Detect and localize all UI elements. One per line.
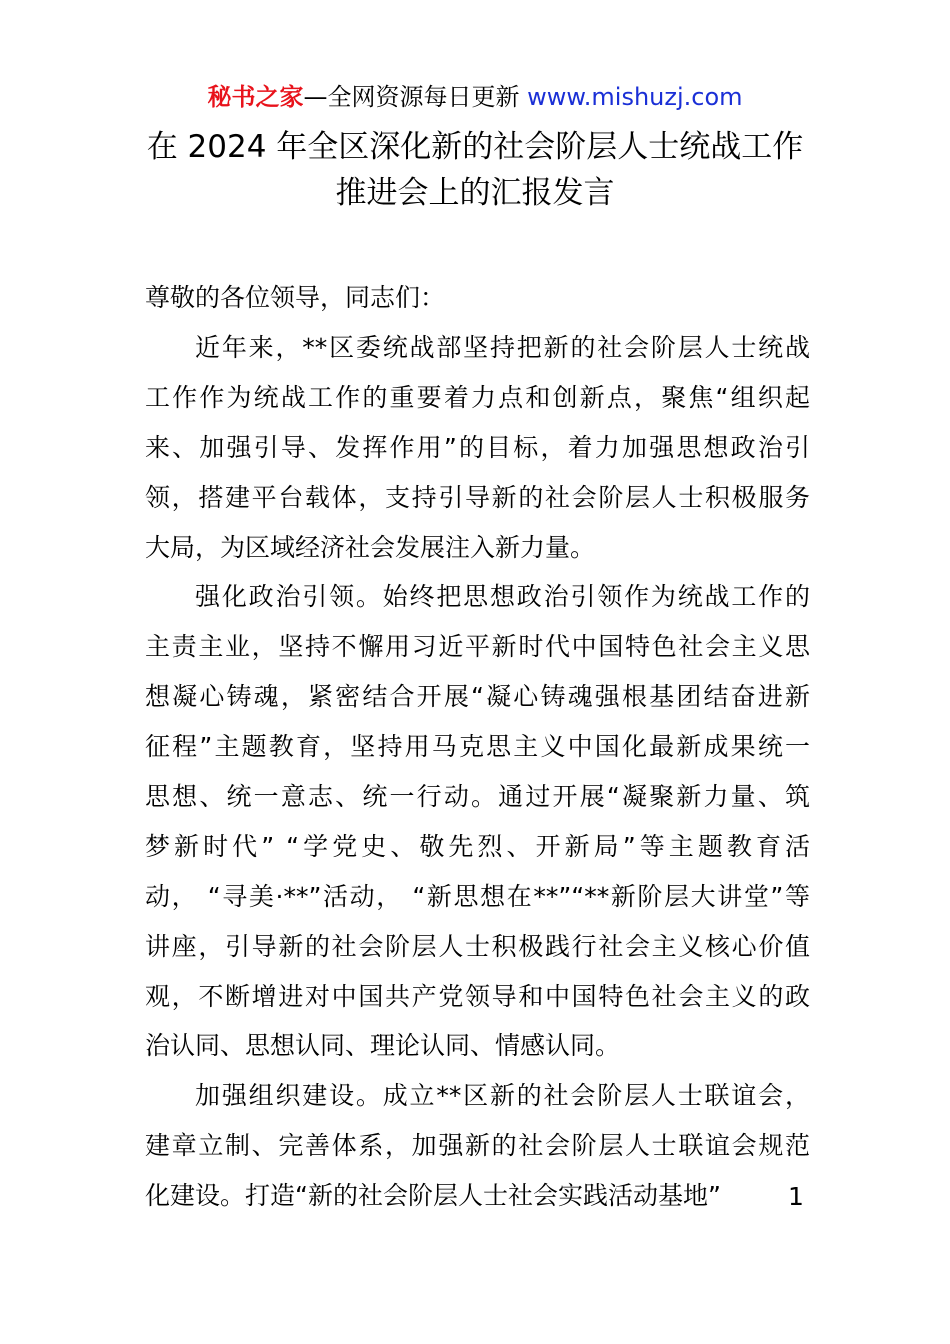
title-line-1: 在 2024 年全区深化新的社会阶层人士统战工作 <box>146 129 804 165</box>
site-tagline: —全网资源每日更新 <box>303 83 528 111</box>
document-title <box>0 124 950 216</box>
paragraph-line: 梦新时代” “学党史、敬先烈、开新局”等主题教育活 <box>145 831 810 861</box>
paragraph-line: 思想、统一意志、统一行动。通过开展“凝聚新力量、筑 <box>145 782 810 812</box>
paragraph-line: 加强组织建设。成立**区新的社会阶层人士联谊会， <box>195 1081 810 1111</box>
paragraph-line: 领，搭建平台载体，支持引导新的社会阶层人士积极服务 <box>145 482 810 512</box>
title-line-2: 推进会上的汇报发言 <box>335 175 615 211</box>
paragraph-line: 主责主业，坚持不懈用习近平新时代中国特色社会主义思 <box>145 632 810 662</box>
paragraph-line: 讲座，引导新的社会阶层人士积极践行社会主义核心价值 <box>145 931 810 961</box>
paragraph-line: 观，不断增进对中国共产党领导和中国特色社会主义的政 <box>145 981 810 1011</box>
paragraph-line: 想凝心铸魂，紧密结合开展“凝心铸魂强根基团结奋进新 <box>145 682 810 712</box>
paragraph <box>145 578 810 1077</box>
site-url: www.mishuzj.com <box>527 83 743 111</box>
paragraph <box>145 1077 810 1227</box>
paragraph <box>145 329 810 578</box>
paragraph-line: 治认同、思想认同、理论认同、情感认同。 <box>145 1031 621 1061</box>
paragraph-line: 近年来，**区委统战部坚持把新的社会阶层人士统战 <box>195 333 810 362</box>
paragraph-line: 化建设。打造“新的社会阶层人士社会实践活动基地” <box>145 1181 721 1211</box>
paragraph-line: 征程”主题教育，坚持用马克思主义中国化最新成果统一 <box>145 732 810 762</box>
paragraph-line: 来、加强引导、发挥作用”的目标，着力加强思想政治引 <box>145 432 810 462</box>
paragraph-line: 大局，为区域经济社会发展注入新力量。 <box>145 532 596 562</box>
paragraph-line: 建章立制、完善体系，加强新的社会阶层人士联谊会规范 <box>145 1131 810 1161</box>
document-body <box>145 279 810 1227</box>
salutation: 尊敬的各位领导，同志们： <box>145 283 446 312</box>
site-header <box>0 80 950 114</box>
paragraph-line: 动， “寻美·**”活动， “新思想在**”“**新阶层大讲堂”等 <box>145 881 810 911</box>
paragraph-line: 工作作为统战工作的重要着力点和创新点，聚焦“组织起 <box>145 382 810 412</box>
site-brand: 秘书之家 <box>207 83 304 111</box>
page-number: 1 <box>788 1182 804 1211</box>
paragraph-line: 强化政治引领。始终把思想政治引领作为统战工作的 <box>195 582 810 612</box>
